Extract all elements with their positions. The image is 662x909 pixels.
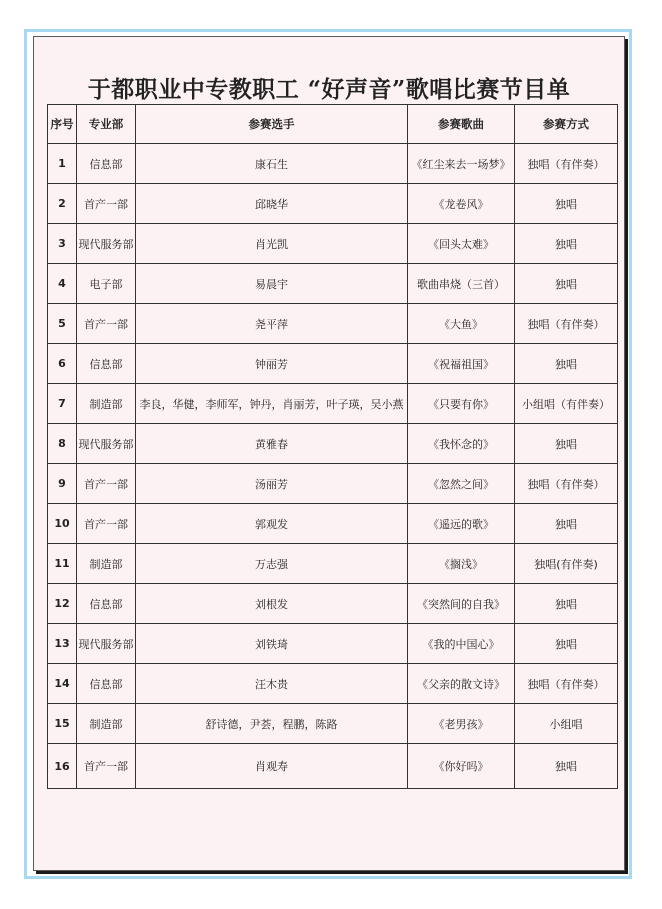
row-dept: 信息部 [77, 344, 136, 384]
row-song: 《老男孩》 [408, 704, 515, 744]
row-mode: 小组唱（有伴奏） [515, 384, 618, 424]
row-performer: 刘根发 [136, 584, 408, 624]
row-no: 8 [48, 424, 77, 464]
table-row [48, 584, 618, 624]
row-no: 13 [48, 624, 77, 664]
row-song: 《龙卷风》 [408, 184, 515, 224]
row-mode: 独唱 [515, 584, 618, 624]
row-no: 2 [48, 184, 77, 224]
row-song: 《我怀念的》 [408, 424, 515, 464]
row-mode: 独唱（有伴奏） [515, 664, 618, 704]
row-dept: 信息部 [77, 584, 136, 624]
row-song: 《红尘来去一场梦》 [408, 144, 515, 184]
table-row [48, 504, 618, 544]
header-mode: 参赛方式 [515, 105, 618, 144]
row-dept: 信息部 [77, 664, 136, 704]
row-mode: 独唱 [515, 424, 618, 464]
row-mode: 独唱 [515, 184, 618, 224]
row-performer: 钟丽芳 [136, 344, 408, 384]
row-no: 7 [48, 384, 77, 424]
row-song: 歌曲串烧（三首） [408, 264, 515, 304]
row-dept: 制造部 [77, 704, 136, 744]
row-song: 《祝福祖国》 [408, 344, 515, 384]
table-row [48, 704, 618, 744]
table-header-row [48, 105, 618, 144]
table-row [48, 184, 618, 224]
row-mode: 独唱 [515, 264, 618, 304]
row-dept: 首产一部 [77, 304, 136, 344]
row-dept: 首产一部 [77, 464, 136, 504]
row-mode: 独唱（有伴奏） [515, 464, 618, 504]
table-row [48, 424, 618, 464]
row-song: 《突然间的自我》 [408, 584, 515, 624]
row-mode: 独唱 [515, 344, 618, 384]
row-no: 5 [48, 304, 77, 344]
row-performer: 邱晓华 [136, 184, 408, 224]
table-row [48, 664, 618, 704]
row-song: 《遥远的歌》 [408, 504, 515, 544]
row-song: 《我的中国心》 [408, 624, 515, 664]
row-mode: 独唱(有伴奏) [515, 544, 618, 584]
row-dept: 首产一部 [77, 504, 136, 544]
page-title: 于都职业中专教职工 “好声音”歌唱比赛节目单 [87, 76, 571, 103]
row-no: 12 [48, 584, 77, 624]
row-dept: 制造部 [77, 384, 136, 424]
row-no: 14 [48, 664, 77, 704]
row-dept: 电子部 [77, 264, 136, 304]
row-performer: 李良，华健，李师军，钟丹，肖丽芳，叶子瑛，吴小燕 [136, 384, 408, 424]
row-song: 《大鱼》 [408, 304, 515, 344]
row-performer: 肖观寿 [136, 744, 408, 789]
row-performer: 尧平萍 [136, 304, 408, 344]
row-mode: 独唱（有伴奏） [515, 144, 618, 184]
row-performer: 黄雅春 [136, 424, 408, 464]
header-song: 参赛歌曲 [408, 105, 515, 144]
header-dept: 专业部 [77, 105, 136, 144]
row-performer: 舒诗德，尹荟，程鹏，陈路 [136, 704, 408, 744]
row-no: 9 [48, 464, 77, 504]
row-no: 11 [48, 544, 77, 584]
table-row [48, 744, 618, 789]
row-no: 4 [48, 264, 77, 304]
row-dept: 首产一部 [77, 744, 136, 789]
row-mode: 独唱 [515, 744, 618, 789]
row-song: 《只要有你》 [408, 384, 515, 424]
row-mode: 独唱 [515, 504, 618, 544]
row-no: 10 [48, 504, 77, 544]
row-song: 《搁浅》 [408, 544, 515, 584]
row-no: 15 [48, 704, 77, 744]
row-no: 6 [48, 344, 77, 384]
header-no: 序号 [48, 105, 77, 144]
row-performer: 易晨宇 [136, 264, 408, 304]
table-row [48, 144, 618, 184]
row-performer: 康石生 [136, 144, 408, 184]
program-table [47, 104, 618, 789]
row-mode: 独唱 [515, 624, 618, 664]
row-no: 1 [48, 144, 77, 184]
table-row [48, 544, 618, 584]
row-song: 《父亲的散文诗》 [408, 664, 515, 704]
table-row [48, 264, 618, 304]
row-dept: 制造部 [77, 544, 136, 584]
row-performer: 汤丽芳 [136, 464, 408, 504]
row-mode: 独唱 [515, 224, 618, 264]
table-row [48, 224, 618, 264]
row-mode: 小组唱 [515, 704, 618, 744]
header-performer: 参赛选手 [136, 105, 408, 144]
row-no: 16 [48, 744, 77, 789]
program-sheet [33, 36, 625, 871]
table-row [48, 344, 618, 384]
row-no: 3 [48, 224, 77, 264]
row-dept: 现代服务部 [77, 224, 136, 264]
row-dept: 首产一部 [77, 184, 136, 224]
row-song: 《回头太难》 [408, 224, 515, 264]
table-row [48, 304, 618, 344]
row-mode: 独唱（有伴奏） [515, 304, 618, 344]
table-row [48, 624, 618, 664]
row-performer: 汪木贵 [136, 664, 408, 704]
row-performer: 郭观发 [136, 504, 408, 544]
row-song: 《忽然之间》 [408, 464, 515, 504]
row-dept: 现代服务部 [77, 624, 136, 664]
row-dept: 信息部 [77, 144, 136, 184]
row-performer: 万志强 [136, 544, 408, 584]
table-row [48, 464, 618, 504]
table-row [48, 384, 618, 424]
row-dept: 现代服务部 [77, 424, 136, 464]
row-performer: 刘铁琦 [136, 624, 408, 664]
row-song: 《你好吗》 [408, 744, 515, 789]
row-performer: 肖光凯 [136, 224, 408, 264]
